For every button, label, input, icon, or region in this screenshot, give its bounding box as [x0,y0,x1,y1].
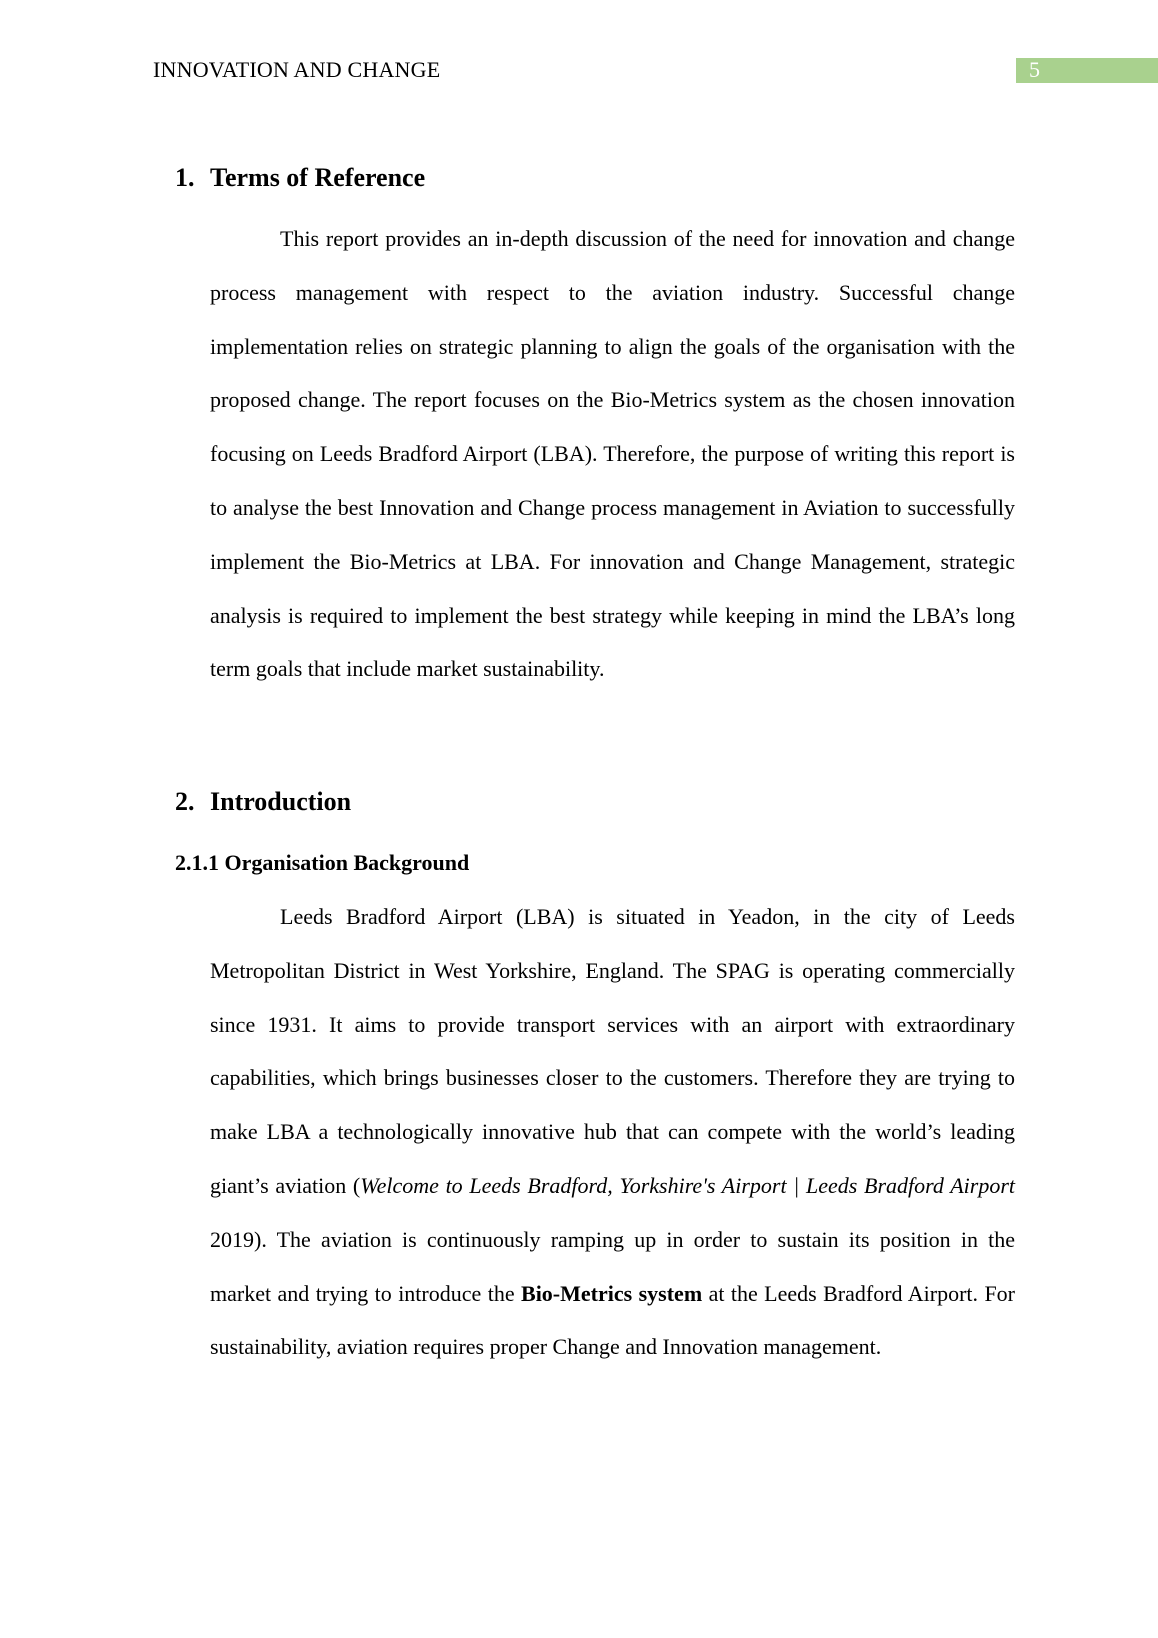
section-title: Terms of Reference [210,163,426,192]
organisation-background-paragraph [210,890,1015,1374]
paragraph-text: Leeds Bradford Airport (LBA) is situated in Yeadon, in the city of Leeds Metropolitan District in West Yorkshire, England. The SPAG is operating commercially since 1931. It aims to provide transport services with an airport with extraordinary capabilities, which brings businesses closer to the customers. Therefore they are trying to make LBA a technologically innovative hub that can compete with the world’s leading giant’s aviation ( [210,904,1015,1198]
section-number: 1. [175,163,195,192]
emphasis-bio-metrics: Bio-Metrics system [521,1280,703,1306]
citation-title: Welcome to Leeds Bradford, Yorkshire's Airport | Leeds Bradford Airport [360,1172,1015,1198]
section-heading-introduction [175,786,351,818]
subsection-heading-organisation-background: 2.1.1 Organisation Background [175,850,470,875]
terms-of-reference-paragraph: This report provides an in-depth discussion of the need for innovation and change process management with respect to the aviation industry. Successful change implementation relies on strategic planning to align the goals of the organisation with the proposed change. The report focuses on the Bio-Metrics system as the chosen innovation focusing on Leeds Bradford Airport (LBA). Therefore, the purpose of writing this report is to analyse the best Innovation and Change process management in Aviation to successfully implement the Bio-Metrics at LBA. For innovation and Change Management, strategic analysis is required to implement the best strategy while keeping in mind the LBA’s long term goals that include market sustainability. [210,226,1015,682]
section-number: 2. [175,787,195,816]
page-number: 5 [1029,57,1040,82]
section-heading-terms-of-reference [175,162,425,194]
page-number-box [1016,58,1158,83]
paragraph-text: at the Leeds Bradford Airport. For sustainability, aviation requires proper Change and Innovation management. [210,1280,1016,1360]
paragraph-text: 2019). The aviation is continuously ramping up in order to sustain its position in the market and trying to introduce the [210,1226,1015,1306]
section-title: Introduction [210,787,352,816]
running-head: INNOVATION AND CHANGE [153,57,441,82]
